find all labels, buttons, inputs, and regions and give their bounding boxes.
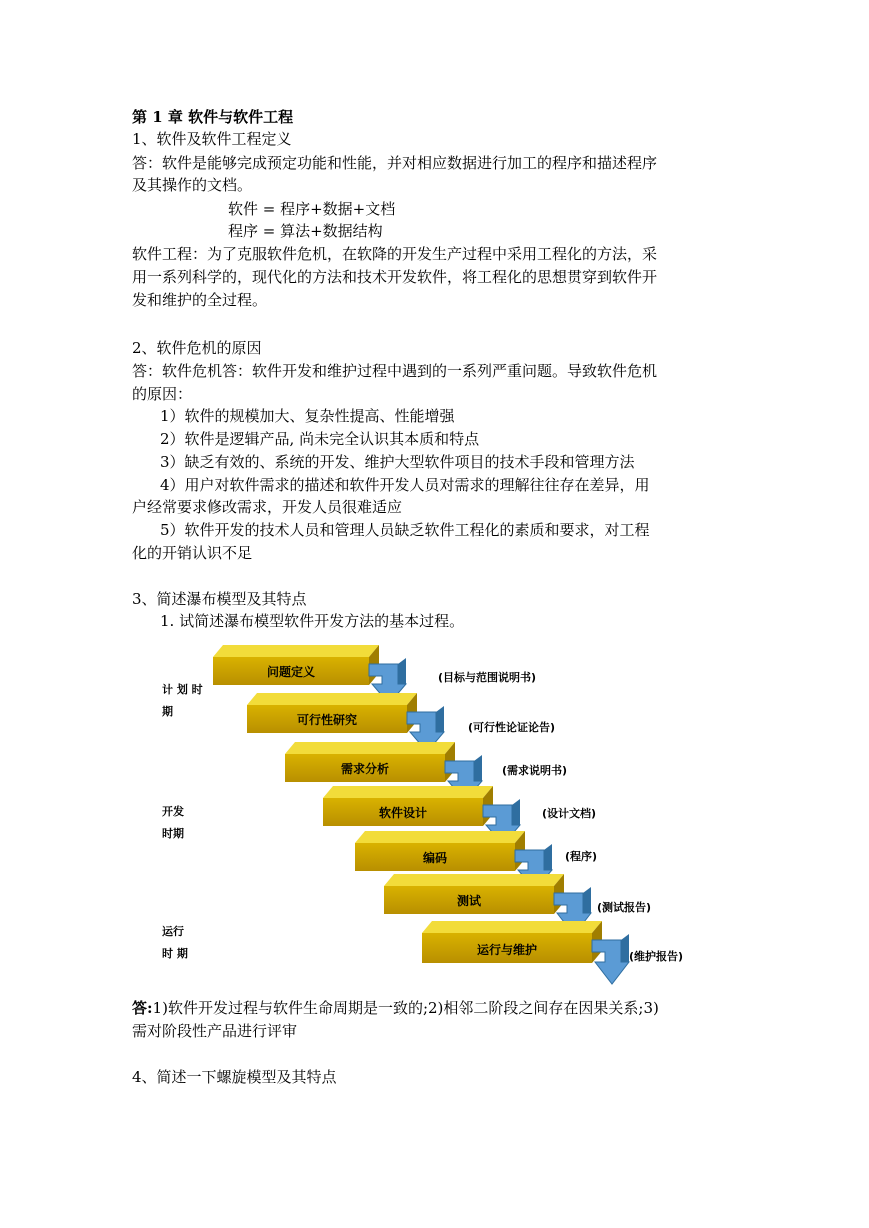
s2-item-5-line-1: 5）软件开发的技术人员和管理人员缺乏软件工程化的素质和要求，对工程 (160, 521, 650, 539)
phase-block-software-design (323, 786, 493, 826)
s2-item-1: 1）软件的规模加大、复杂性提高、性能增强 (160, 407, 455, 425)
phase-label: 编码 (422, 851, 448, 865)
s2-item-3: 3）缺乏有效的、系统的开发、维护大型软件项目的技术手段和管理方法 (160, 453, 635, 471)
s2-item-2: 2）软件是逻辑产品, 尚未完全认识其本质和特点 (160, 430, 480, 448)
s3-subquestion: 1. 试简述瀑布模型软件开发方法的基本过程。 (160, 612, 465, 630)
phase-block-operation-maintenance (422, 921, 602, 963)
period-plan-line-1: 计 划 时 (162, 683, 203, 696)
period-run-line-2: 时 期 (162, 947, 188, 960)
s1-definition-line-3: 发和维护的全过程。 (132, 291, 268, 309)
s3-answer-line-1 (132, 998, 659, 1018)
s3-answer-line-2: 需对阶段性产品进行评审 (132, 1022, 298, 1040)
section-2-title: 2、软件危机的原因 (132, 339, 262, 357)
phase-label: 软件设计 (378, 806, 428, 820)
phase-block-coding (355, 831, 525, 871)
period-plan-line-2: 期 (162, 705, 173, 718)
chapter-title: 第 1 章 软件与软件工程 (132, 108, 294, 126)
phase-output: (目标与范围说明书) (438, 671, 537, 684)
section-4-title: 4、简述一下螺旋模型及其特点 (132, 1068, 337, 1086)
phase-label: 测试 (456, 894, 482, 908)
section-1-title: 1、软件及软件工程定义 (132, 130, 292, 148)
answer-text: 1)软件开发过程与软件生命周期是一致的;2)相邻二阶段之间存在因果关系;3) (152, 999, 659, 1017)
period-run-line-1: 运行 (162, 925, 184, 938)
s2-item-4-line-1: 4）用户对软件需求的描述和软件开发人员对需求的理解往往存在差异，用 (160, 476, 650, 494)
phase-block-problem-definition (213, 645, 379, 685)
phase-label: 运行与维护 (476, 943, 538, 957)
period-dev-line-1: 开发 (162, 805, 184, 818)
phase-output: (设计文档) (542, 807, 597, 820)
s1-formula-2: 程序 = 算法+数据结构 (228, 222, 383, 240)
period-dev-label (162, 804, 184, 842)
period-dev-line-2: 时期 (162, 827, 184, 840)
phase-block-testing (384, 874, 564, 914)
s1-definition-line-2: 用一系列科学的，现代化的方法和技术开发软件，将工程化的思想贯穿到软件开 (132, 268, 658, 286)
s2-item-5-line-2: 化的开销认识不足 (132, 544, 253, 562)
phase-block-feasibility-study (247, 693, 417, 733)
s1-answer-line-2: 及其操作的文档。 (132, 176, 253, 194)
arrow-down-right-icon (592, 934, 629, 984)
phase-output: (可行性论证论告) (468, 721, 556, 734)
phase-output: (测试报告) (597, 901, 652, 914)
section-3-title: 3、简述瀑布模型及其特点 (132, 590, 307, 608)
period-plan-label (162, 682, 203, 720)
s1-definition-line-1: 软件工程：为了克服软件危机，在软降的开发生产过程中采用工程化的方法，采 (132, 245, 658, 263)
phase-output: (需求说明书) (502, 764, 568, 777)
phase-output: (程序) (565, 850, 598, 863)
phase-block-requirements-analysis (285, 742, 455, 782)
phase-label: 可行性研究 (296, 713, 358, 727)
s2-answer-line-2: 的原因： (132, 385, 193, 403)
s2-answer-line-1: 答：软件危机答：软件开发和维护过程中遇到的一系列严重问题。导致软件危机 (132, 362, 658, 380)
period-run-label (162, 924, 188, 962)
s1-answer-line-1: 答：软件是能够完成预定功能和性能，并对相应数据进行加工的程序和描述程序 (132, 154, 658, 172)
phase-output: (维护报告) (629, 950, 684, 963)
s1-formula-1: 软件 = 程序+数据+文档 (228, 200, 396, 218)
phase-label: 问题定义 (266, 665, 316, 679)
phase-label: 需求分析 (340, 762, 390, 776)
answer-label: 答: (132, 999, 153, 1017)
s2-item-4-line-2: 户经常要求修改需求，开发人员很难适应 (132, 498, 403, 516)
